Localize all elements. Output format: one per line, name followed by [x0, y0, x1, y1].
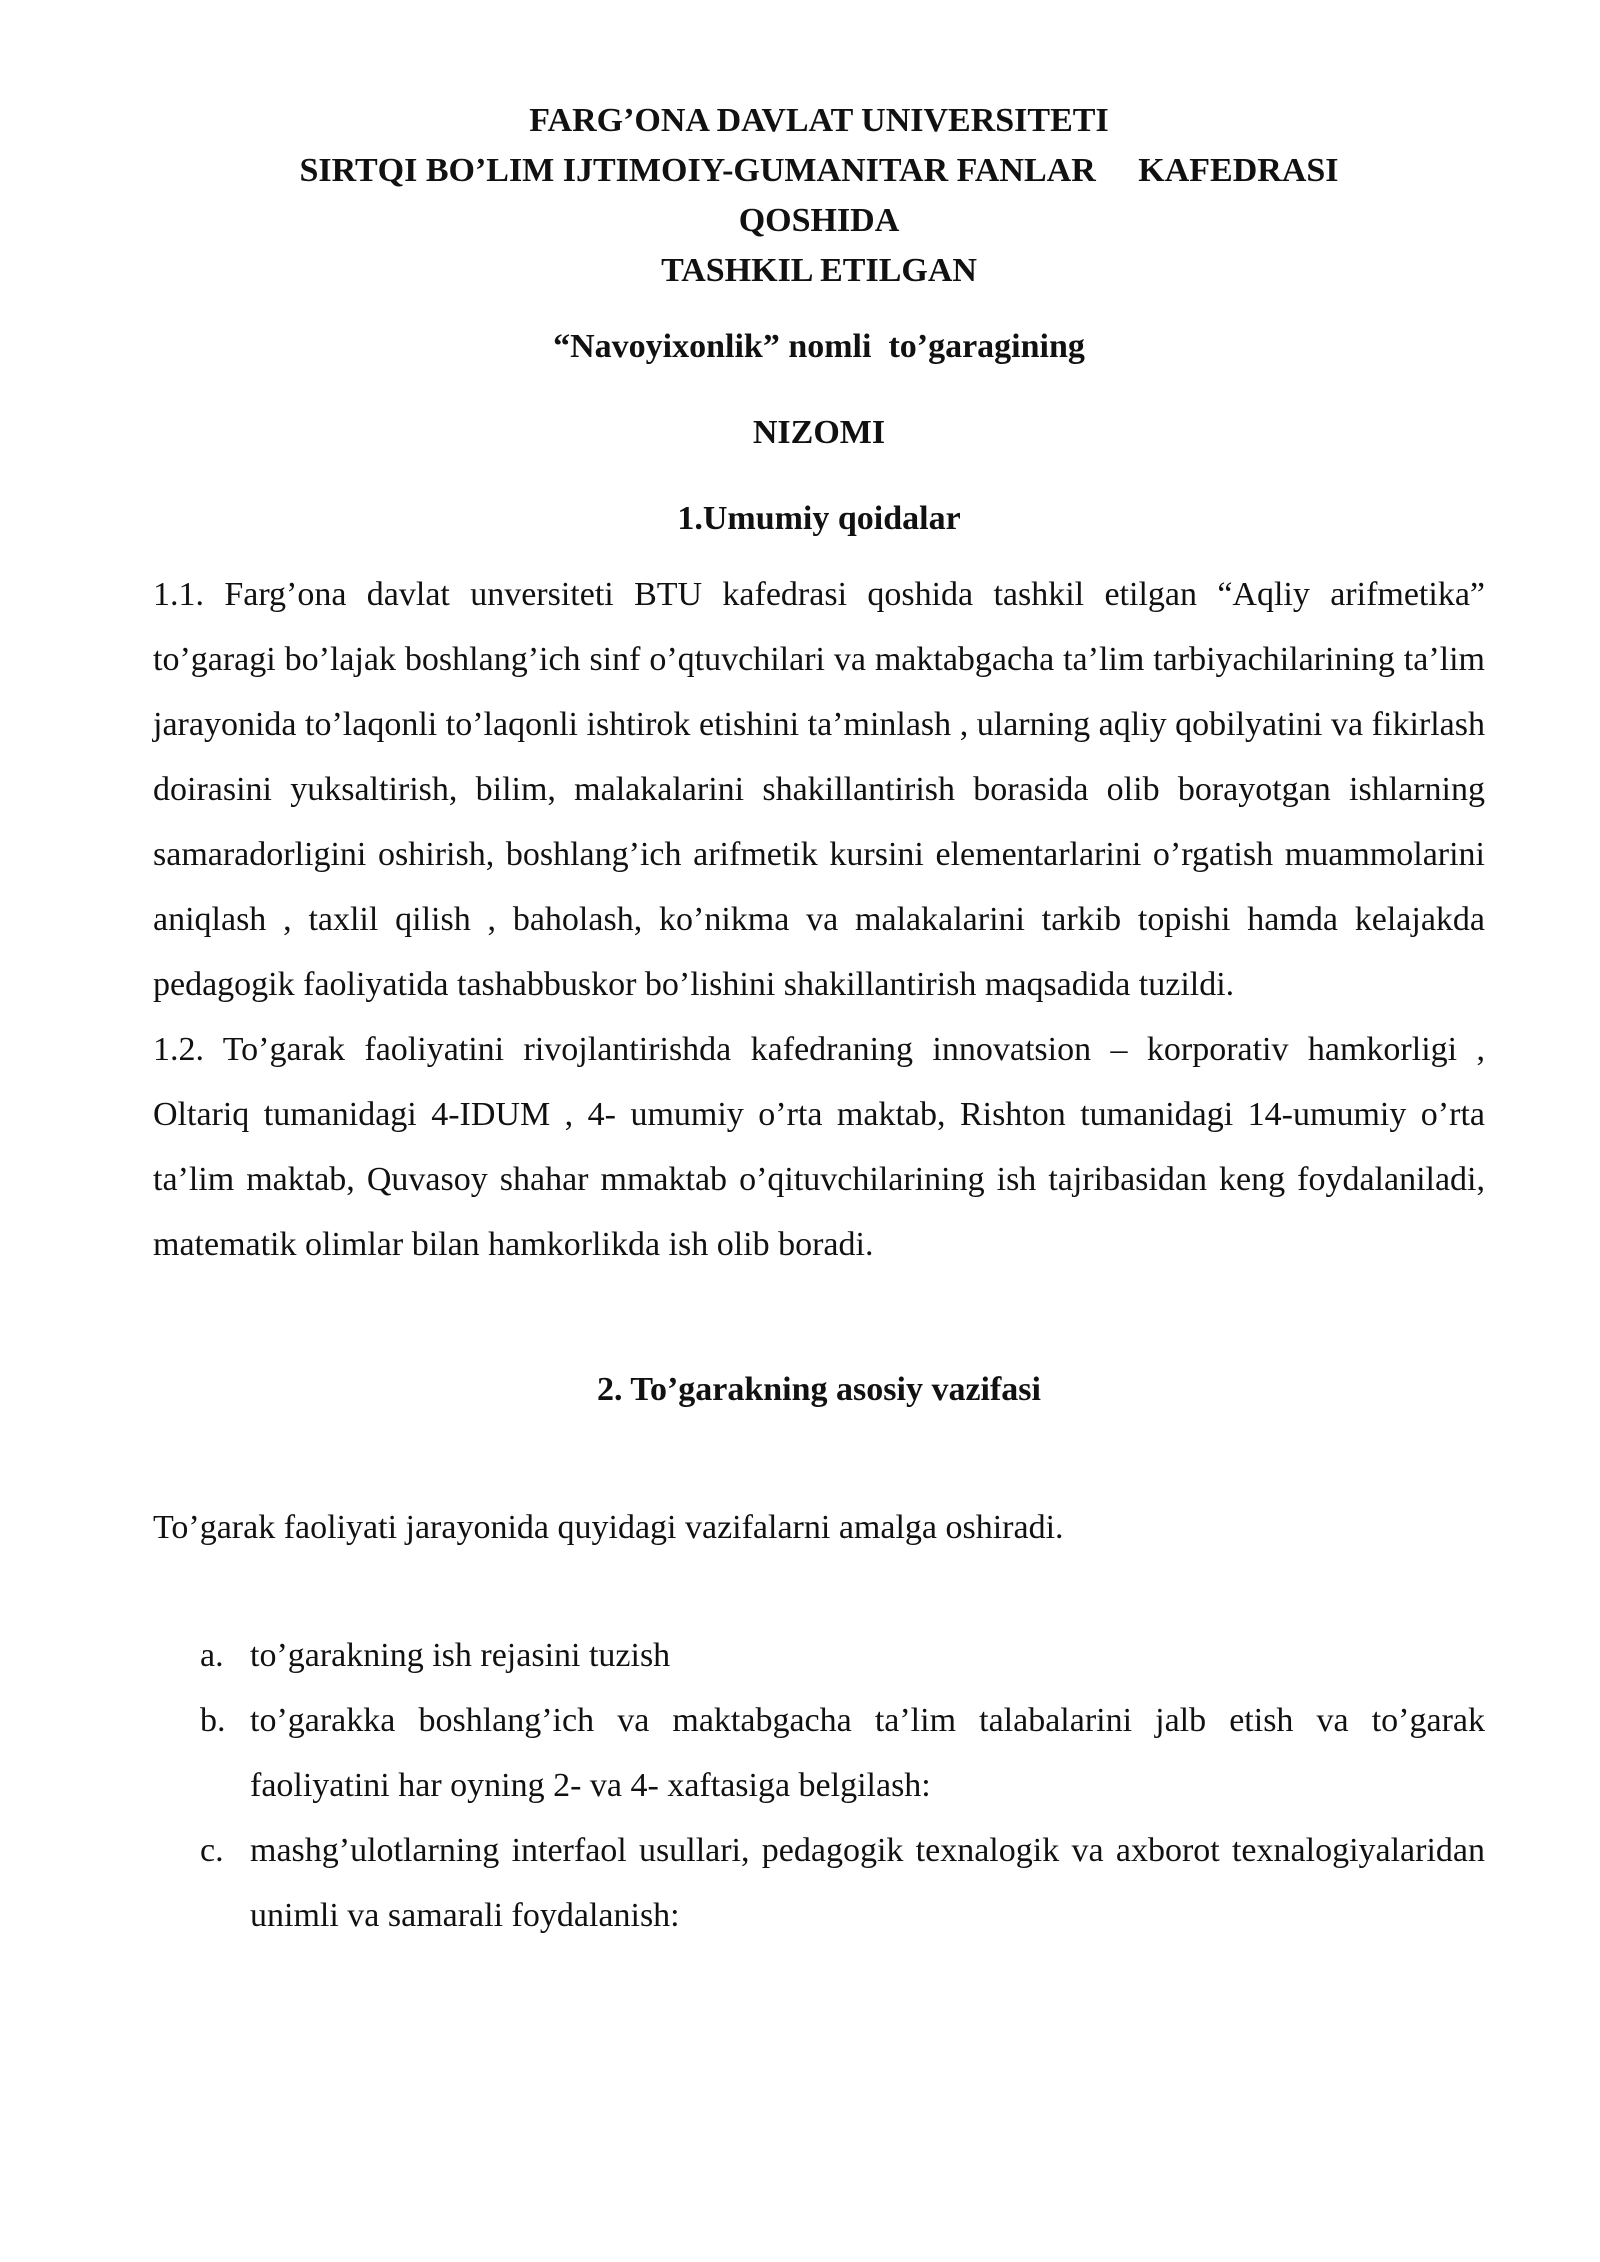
header-university: FARG’ONA DAVLAT UNIVERSITETI [529, 102, 1109, 139]
tasks-list [153, 1623, 1485, 1948]
document-title: NIZOMI [752, 414, 886, 451]
list-marker: c. [200, 1832, 224, 1869]
document-subtitle: “Navoyixonlik” nomli to’garagining [553, 328, 1085, 365]
document-header [153, 96, 1485, 296]
header-tashkil: TASHKIL ETILGAN [661, 252, 977, 289]
header-department: SIRTQI BO’LIM IJTIMOIY-GUMANITAR FANLAR KAFEDRASI [299, 152, 1339, 189]
document-content [153, 96, 1485, 1948]
list-item [153, 1688, 1485, 1818]
list-item-text: to’garakning ish rejasini tuzish [250, 1637, 671, 1674]
list-marker: a. [200, 1637, 224, 1674]
list-item-text: mashg’ulotlarning interfaol usullari, pedagogik texnalogik va axborot texnalogiyalaridan unimli va samarali foydalanish: [250, 1832, 1485, 1934]
list-item [153, 1818, 1485, 1948]
section1-heading: 1.Umumiy qoidalar [677, 500, 961, 537]
section2-heading: 2. To’garakning asosiy vazifasi [597, 1371, 1041, 1408]
header-qoshida: QOSHIDA [738, 202, 900, 239]
list-item-text: to’garakka boshlang’ich va maktabgacha ta’lim talabalarini jalb etish va to’garak faoliyatini har oyning 2- va 4- xaftasiga belgilash: [250, 1702, 1485, 1804]
section1-paragraph-1: 1.1. Farg’ona davlat unversiteti BTU kafedrasi qoshida tashkil etilgan “Aqliy arifmetika” to’garagi bo’lajak boshlang’ich sinf o’qtuvchilari va maktabgacha ta’lim tarbiyachilarining ta’lim jarayonida to’laqonli to’laqonli ishtirok etishini ta’minlash , ularning aqliy qobilyatini va fikirlash doirasini yuksaltirish, bilim, malakalarini shakillantirish borasida olib borayotgan ishlarning samaradorligini oshirish, boshlang’ich arifmetik kursini elementarlarini o’rgatish muammolarini aniqlash , taxlil qilish , baholash, ko’nikma va malakalarini tarkib topishi hamda kelajakda pedagogik faoliyatida tashabbuskor bo’lishini shakillantirish maqsadida tuzildi. [153, 576, 1485, 1003]
list-marker: b. [200, 1702, 226, 1739]
section1-paragraph-2: 1.2. To’garak faoliyatini rivojlantirishda kafedraning innovatsion – korporativ hamkorligi , Oltariq tumanidagi 4-IDUM , 4- umumiy o’rta maktab, Rishton tumanidagi 14-umumiy o’rta ta’lim maktab, Quvasoy shahar mmaktab o’qituvchilarining ish tajribasidan keng foydalaniladi, matematik olimlar bilan hamkorlikda ish olib boradi. [153, 1031, 1485, 1263]
list-item [153, 1623, 1485, 1688]
section2-intro: To’garak faoliyati jarayonida quyidagi vazifalarni amalga oshiradi. [153, 1509, 1064, 1546]
